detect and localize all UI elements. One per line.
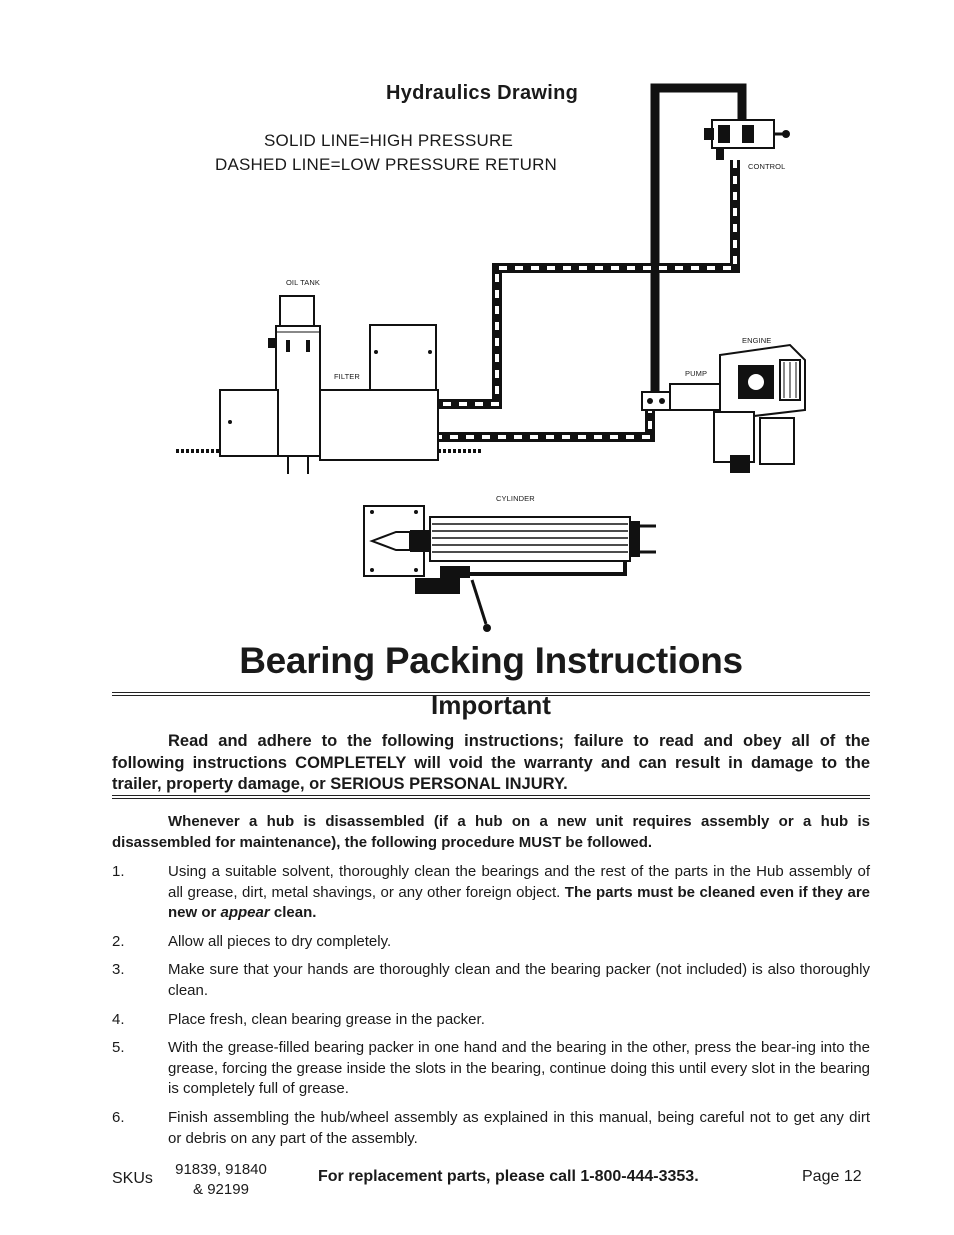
pump-label: PUMP bbox=[685, 369, 708, 378]
engine-label: ENGINE bbox=[742, 336, 772, 345]
sku-numbers bbox=[168, 1160, 274, 1200]
step-number: 2. bbox=[112, 932, 125, 950]
list-item bbox=[112, 862, 870, 924]
warning-paragraph bbox=[112, 731, 870, 796]
procedure-steps bbox=[112, 862, 870, 1157]
list-item bbox=[112, 932, 870, 953]
intro-text: Whenever a hub is disassembled (if a hub on a new unit requires assembly or a hub is disassembled for maintenance), the following procedure MUST be followed. bbox=[112, 813, 870, 851]
list-item bbox=[112, 1038, 870, 1100]
legend-solid-line: SOLID LINE=HIGH PRESSURE bbox=[264, 131, 514, 150]
section-heading: Important bbox=[431, 690, 551, 720]
control-valve bbox=[704, 120, 790, 160]
list-item bbox=[112, 960, 870, 1001]
step-text bbox=[168, 862, 870, 924]
oil-tank-label: OIL TANK bbox=[286, 278, 321, 287]
step-number: 6. bbox=[112, 1108, 125, 1126]
step-number: 4. bbox=[112, 1010, 125, 1028]
step-text-plain: Using a suitable solvent, thoroughly clean the bearings and the rest of the parts in the Hub assembly of all grease, dirt, metal shavings, or any other foreign object. bbox=[168, 863, 870, 901]
engine bbox=[714, 345, 805, 473]
diagram-title: Hydraulics Drawing bbox=[386, 82, 579, 104]
step-text: With the grease-filled bearing packer in one hand and the bearing in the other, press the bear-ing into the grease, forcing the grease inside the slots in the bearing, continue doing this until every slot in the bearing is completely full of grease. bbox=[168, 1039, 870, 1098]
cylinder-assembly bbox=[364, 506, 656, 632]
step-text-bold: The parts must be cleaned even if they are new or bbox=[168, 883, 871, 922]
step-text: Make sure that your hands are thoroughly clean and the bearing packer (not included) is also thoroughly clean. bbox=[168, 961, 870, 999]
filter-label: FILTER bbox=[334, 372, 360, 381]
step-text-bold-end: clean. bbox=[269, 904, 317, 922]
step-text: Place fresh, clean bearing grease in the packer. bbox=[168, 1010, 485, 1028]
tank-side-box bbox=[176, 390, 278, 456]
sku-line-1: 91839, 91840 bbox=[175, 1161, 267, 1178]
sku-line-2: & 92199 bbox=[193, 1181, 249, 1198]
replacement-parts-phone: For replacement parts, please call 1-800-444-3353. bbox=[318, 1168, 699, 1185]
step-number: 3. bbox=[112, 961, 125, 979]
divider-bottom bbox=[112, 795, 870, 799]
cylinder-label: CYLINDER bbox=[496, 494, 535, 503]
step-number: 5. bbox=[112, 1039, 125, 1057]
step-text-emphasis: appear bbox=[220, 904, 270, 922]
step-text: Allow all pieces to dry completely. bbox=[168, 932, 392, 950]
sku-label: SKUs bbox=[112, 1170, 153, 1187]
list-item bbox=[112, 1108, 870, 1149]
list-item bbox=[112, 1010, 870, 1031]
control-label: CONTROL bbox=[748, 162, 786, 171]
intro-paragraph bbox=[112, 812, 870, 853]
warning-text: Read and adhere to the following instructions; failure to read and obey all of the following instructions COMPLETELY will void the warranty and can result in damage to the trailer, property damage, or SERIOUS PERSONAL INJURY. bbox=[112, 732, 870, 793]
legend-dashed-line: DASHED LINE=LOW PRESSURE RETURN bbox=[215, 155, 558, 174]
page-title: Bearing Packing Instructions bbox=[239, 640, 743, 681]
page-number: Page 12 bbox=[802, 1168, 862, 1185]
step-number: 1. bbox=[112, 863, 125, 880]
step-text: Finish assembling the hub/wheel assembly as explained in this manual, being careful not to get any dirt or debris on any part of the assembly. bbox=[168, 1108, 870, 1147]
